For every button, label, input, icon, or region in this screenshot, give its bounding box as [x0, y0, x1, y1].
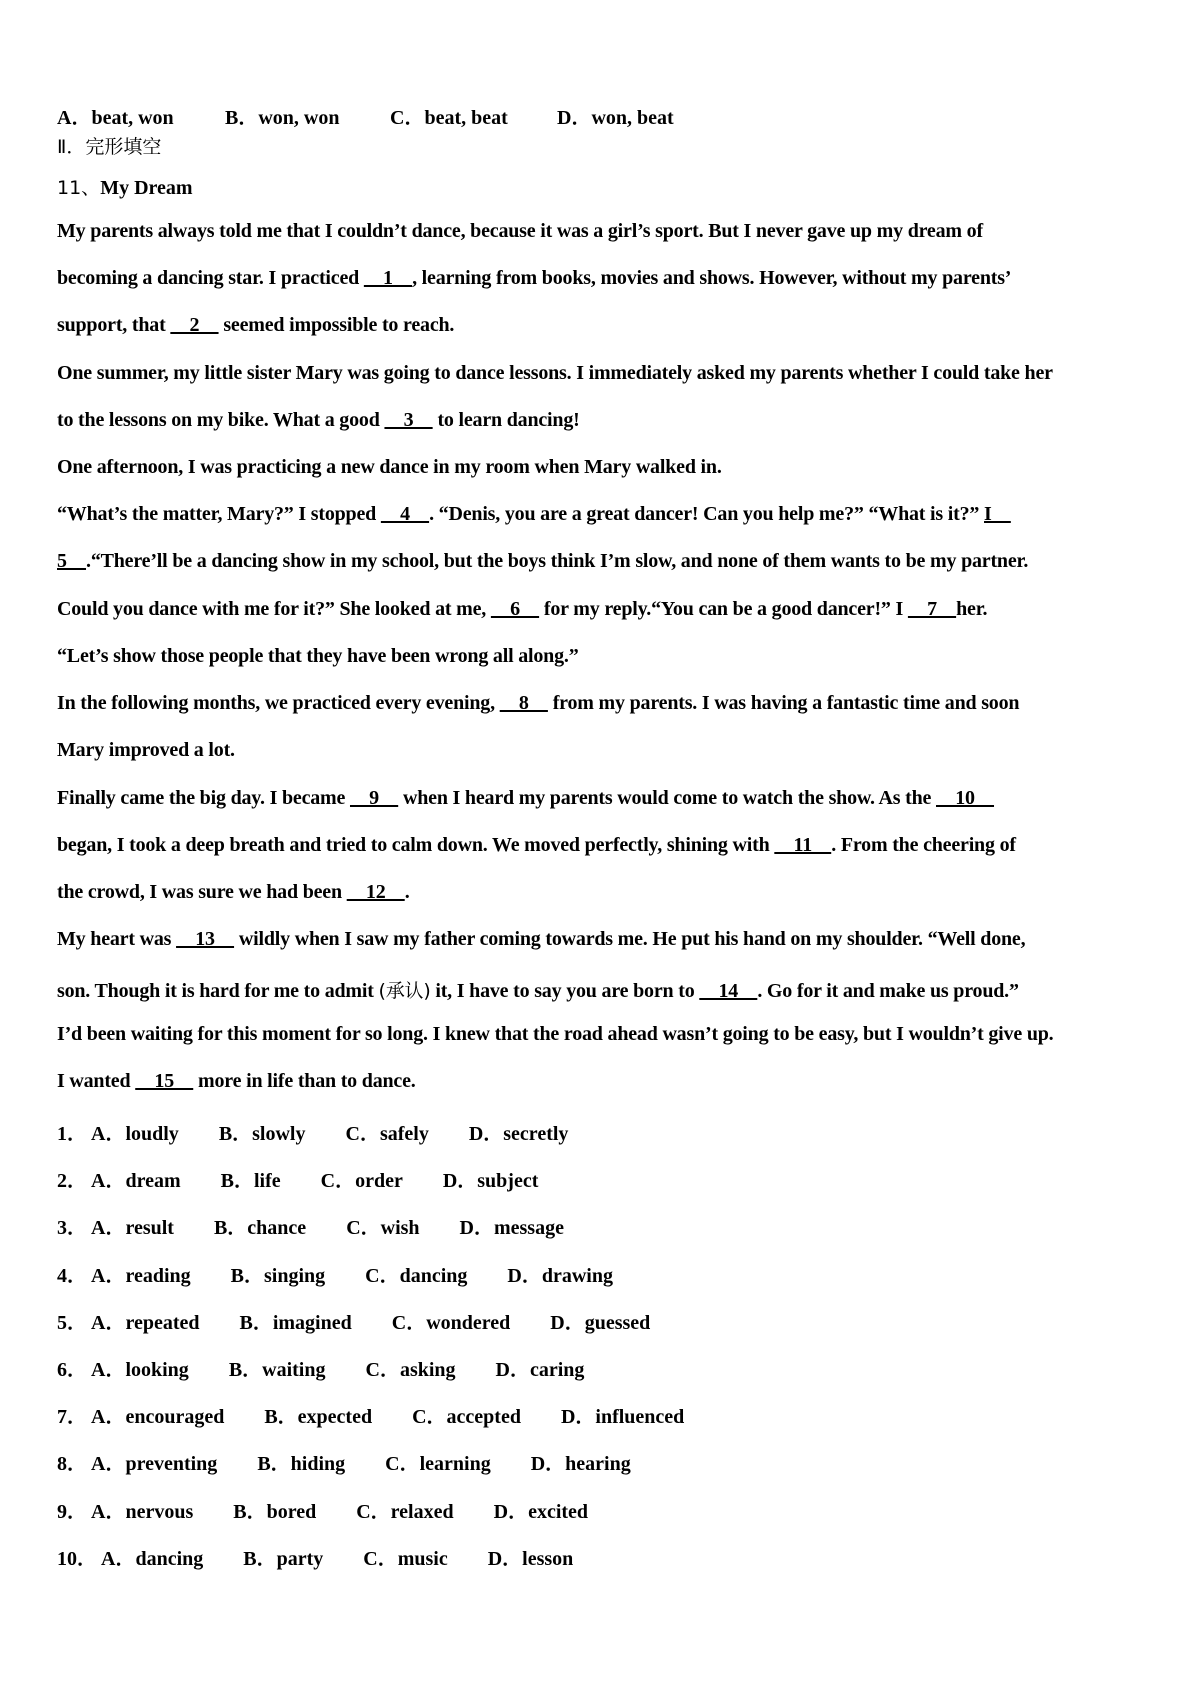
question-row [57, 1542, 573, 1571]
question-row [57, 1164, 538, 1193]
answer-option-c[interactable]: C．relaxed [356, 1500, 454, 1523]
question-row [57, 1259, 613, 1288]
answer-option-c[interactable]: C．learning [385, 1453, 491, 1476]
blank-1[interactable]: 1 [363, 267, 413, 289]
blank-11[interactable]: 11 [774, 834, 832, 856]
question-number: 11、 [57, 177, 101, 199]
passage-line: “Let’s show those people that they have been wrong all along.” [57, 645, 579, 667]
answer-option-d[interactable]: D．hearing [530, 1453, 631, 1476]
blank-8[interactable]: 8 [499, 692, 548, 714]
question-number: 2． [57, 1170, 87, 1193]
answer-option-a[interactable]: A．encouraged [91, 1406, 225, 1429]
answer-option-c[interactable]: C．dancing [365, 1264, 468, 1287]
answer-option-b[interactable]: B．slowly [218, 1123, 306, 1145]
passage-line: My parents always told me that I couldn’t dance, because it was a girl’s sport. But I never gave up my dream of [57, 220, 983, 242]
answer-option-b[interactable]: B．expected [264, 1406, 373, 1429]
answer-option-a[interactable]: A．repeated [91, 1311, 200, 1334]
answer-option-c[interactable]: C．wondered [391, 1311, 511, 1334]
question-row [57, 1353, 584, 1382]
question-number: 10． [57, 1547, 97, 1570]
passage-line: the crowd, I was sure we had been 12 . [57, 881, 410, 903]
blank-13[interactable]: 13 [176, 928, 235, 950]
question-row [57, 1447, 631, 1476]
answer-option-c[interactable]: C．wish [346, 1217, 420, 1240]
question-number: 5． [57, 1311, 87, 1334]
blank-15[interactable]: 15 [135, 1070, 194, 1092]
answer-option-d[interactable]: D．subject [442, 1170, 539, 1193]
blank-3[interactable]: 3 [384, 409, 433, 431]
passage-line: began, I took a deep breath and tried to calm down. We moved perfectly, shining with 11 . From the cheering of [57, 834, 1016, 856]
blank-12[interactable]: 12 [346, 881, 405, 903]
answer-option-b[interactable]: B．imagined [239, 1311, 352, 1334]
passage-line: One summer, my little sister Mary was going to dance lessons. I immediately asked my parents whether I could take her [57, 362, 1053, 384]
blank-2[interactable]: 2 [170, 314, 219, 336]
answer-option-c[interactable]: C．safely [345, 1123, 429, 1145]
question-row [57, 1117, 568, 1146]
answer-option-c[interactable]: C．music [363, 1547, 448, 1570]
question-row [57, 1306, 650, 1335]
question-row [57, 1211, 564, 1240]
answer-option-a[interactable]: A．loudly [91, 1123, 179, 1145]
answer-option-a[interactable]: A．dream [91, 1170, 181, 1193]
question-title [57, 173, 193, 200]
passage-line: My heart was 13 wildly when I saw my father coming towards me. He put his hand on my shoulder. “Well done, [57, 928, 1026, 950]
passage-line: Could you dance with me for it?” She looked at me, 6 for my reply.“You can be a good dancer!” I 7 her. [57, 598, 988, 620]
passage-title: My Dream [100, 177, 193, 199]
answer-option-a[interactable]: A．dancing [101, 1547, 204, 1570]
answer-option-b[interactable]: B．party [243, 1547, 324, 1570]
answer-option-d[interactable]: D．influenced [560, 1406, 685, 1429]
blank-5-start[interactable]: I [984, 503, 1011, 525]
question-number: 4． [57, 1264, 87, 1287]
passage-line: One afternoon, I was practicing a new dance in my room when Mary walked in. [57, 456, 722, 478]
passage-line: Finally came the big day. I became 9 when I heard my parents would come to watch the show. As the 10 [57, 787, 995, 809]
blank-9[interactable]: 9 [349, 787, 399, 809]
blank-7[interactable]: 7 [907, 598, 957, 620]
answer-option-b[interactable]: B．singing [230, 1264, 326, 1287]
blank-6[interactable]: 6 [490, 598, 540, 620]
option-d: D．won, beat [557, 107, 674, 129]
answer-option-d[interactable]: D．excited [493, 1500, 589, 1523]
answer-option-c[interactable]: C．asking [365, 1359, 456, 1381]
answer-option-b[interactable]: B．waiting [228, 1359, 326, 1381]
answer-option-a[interactable]: A．result [91, 1217, 174, 1240]
passage-line: “What’s the matter, Mary?” I stopped 4 . “Denis, you are a great dancer! Can you help me?” “What is it?” I [57, 503, 1011, 525]
blank-10[interactable]: 10 [936, 787, 995, 809]
answer-option-b[interactable]: B．hiding [257, 1453, 346, 1476]
passage-line: Mary improved a lot. [57, 739, 235, 761]
question-number: 9． [57, 1500, 87, 1523]
answer-option-a[interactable]: A．reading [91, 1264, 191, 1287]
passage-line: son. Though it is hard for me to admit (承认) it, I have to say you are born to 14 . Go for it and make us proud.” [57, 980, 1019, 1002]
answer-option-b[interactable]: B．bored [233, 1500, 317, 1523]
answer-option-c[interactable]: C．accepted [412, 1406, 521, 1429]
answer-option-d[interactable]: D．caring [495, 1359, 585, 1381]
question-row [57, 1495, 588, 1524]
answer-option-b[interactable]: B．life [220, 1170, 281, 1193]
section-heading: Ⅱ．完形填空 [57, 136, 162, 158]
passage-line: to the lessons on my bike. What a good 3 to learn dancing! [57, 409, 580, 431]
blank-4[interactable]: 4 [380, 503, 430, 525]
passage-line: I wanted 15 more in life than to dance. [57, 1070, 416, 1092]
answer-option-d[interactable]: D．secretly [468, 1123, 569, 1145]
answer-option-b[interactable]: B．chance [213, 1217, 307, 1240]
option-c: C．beat, beat [390, 107, 508, 129]
option-b: B．won, won [225, 107, 340, 129]
answer-option-d[interactable]: D．drawing [507, 1264, 613, 1287]
question-number: 3． [57, 1217, 87, 1240]
answer-option-d[interactable]: D．lesson [487, 1547, 574, 1570]
blank-14[interactable]: 14 [699, 980, 758, 1002]
question-number: 1． [57, 1123, 87, 1145]
passage-line: I’d been waiting for this moment for so long. I knew that the road ahead wasn’t going to be easy, but I wouldn’t give up. [57, 1023, 1054, 1045]
passage-line: support, that 2 seemed impossible to reach. [57, 314, 455, 336]
answer-option-d[interactable]: D．message [459, 1217, 564, 1240]
answer-option-c[interactable]: C．order [320, 1170, 403, 1193]
question-row [57, 1400, 684, 1429]
answer-option-a[interactable]: A．nervous [91, 1500, 194, 1523]
passage-line: becoming a dancing star. I practiced 1 , learning from books, movies and shows. However, without my parents’ [57, 267, 1012, 289]
answer-option-a[interactable]: A．looking [91, 1359, 189, 1381]
answer-option-a[interactable]: A．preventing [91, 1453, 218, 1476]
passage-line: 5 .“There’ll be a dancing show in my school, but the boys think I’m slow, and none of them wants to be my partner. [57, 550, 1029, 572]
passage-line: In the following months, we practiced every evening, 8 from my parents. I was having a fantastic time and soon [57, 692, 1020, 714]
question-number: 8． [57, 1453, 87, 1476]
question-number: 7． [57, 1406, 87, 1429]
option-a: A．beat, won [57, 107, 174, 129]
question-number: 6． [57, 1359, 87, 1381]
answer-option-d[interactable]: D．guessed [550, 1311, 651, 1334]
blank-5[interactable]: 5 [57, 550, 87, 572]
